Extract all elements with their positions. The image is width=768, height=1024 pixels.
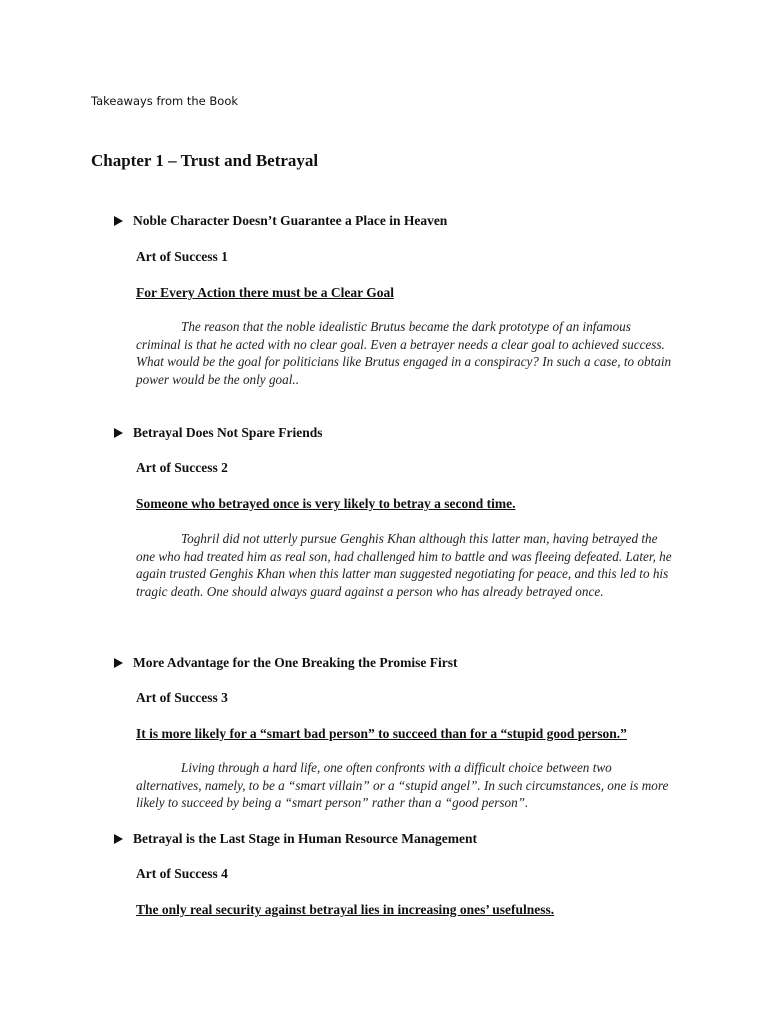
art-of-success-label: Art of Success 1	[136, 249, 228, 264]
section-heading	[114, 425, 322, 441]
section-heading	[114, 831, 477, 847]
section-heading-text: More Advantage for the One Breaking the Promise First	[133, 655, 458, 670]
section-heading	[114, 213, 447, 229]
principle-statement: The only real security against betrayal lies in increasing ones’ usefulness.	[136, 902, 555, 917]
art-of-success-label: Art of Success 3	[136, 690, 228, 705]
section-heading-text: Betrayal is the Last Stage in Human Resource Management	[133, 831, 477, 846]
section-heading	[114, 655, 457, 671]
art-of-success-label: Art of Success 4	[136, 866, 228, 881]
principle-statement: Someone who betrayed once is very likely to betray a second time.	[136, 496, 516, 511]
body-paragraph: Living through a hard life, one often confronts with a difficult choice between two alternatives, namely, to be a “smart villain” or a “stupid angel”. In such circumstances, one is more likely to succeed by being a “smart person” rather than a “good person”.	[136, 760, 669, 810]
arrow-bullet-icon	[114, 428, 123, 438]
section-heading-text: Noble Character Doesn’t Guarantee a Place in Heaven	[133, 213, 448, 228]
arrow-bullet-icon	[114, 216, 123, 226]
art-of-success-label: Art of Success 2	[136, 460, 228, 475]
document-header: Takeaways from the Book	[91, 94, 239, 108]
arrow-bullet-icon	[114, 834, 123, 844]
body-paragraph: Toghril did not utterly pursue Genghis Khan although this latter man, having betrayed the one who had treated him as real son, had challenged him to battle and was fleeing defeated. Later, he again trusted Genghis Khan when this latter man suggested negotiating for peace, and this led to his tragic death. One should always guard against a person who has already betrayed once.	[136, 531, 672, 599]
section-heading-text: Betrayal Does Not Spare Friends	[133, 425, 323, 440]
principle-statement: It is more likely for a “smart bad person” to succeed than for a “stupid good person.”	[136, 726, 627, 741]
body-paragraph: The reason that the noble idealistic Brutus became the dark prototype of an infamous criminal is that he acted with no clear goal. Even a betrayer needs a clear goal to achieved success. What would be the goal for politicians like Brutus engaged in a conspiracy? In such a case, to obtain power would be the only goal..	[136, 319, 672, 387]
chapter-title: Chapter 1 – Trust and Betrayal	[91, 151, 319, 170]
principle-statement: For Every Action there must be a Clear Goal	[136, 285, 394, 300]
arrow-bullet-icon	[114, 658, 123, 668]
